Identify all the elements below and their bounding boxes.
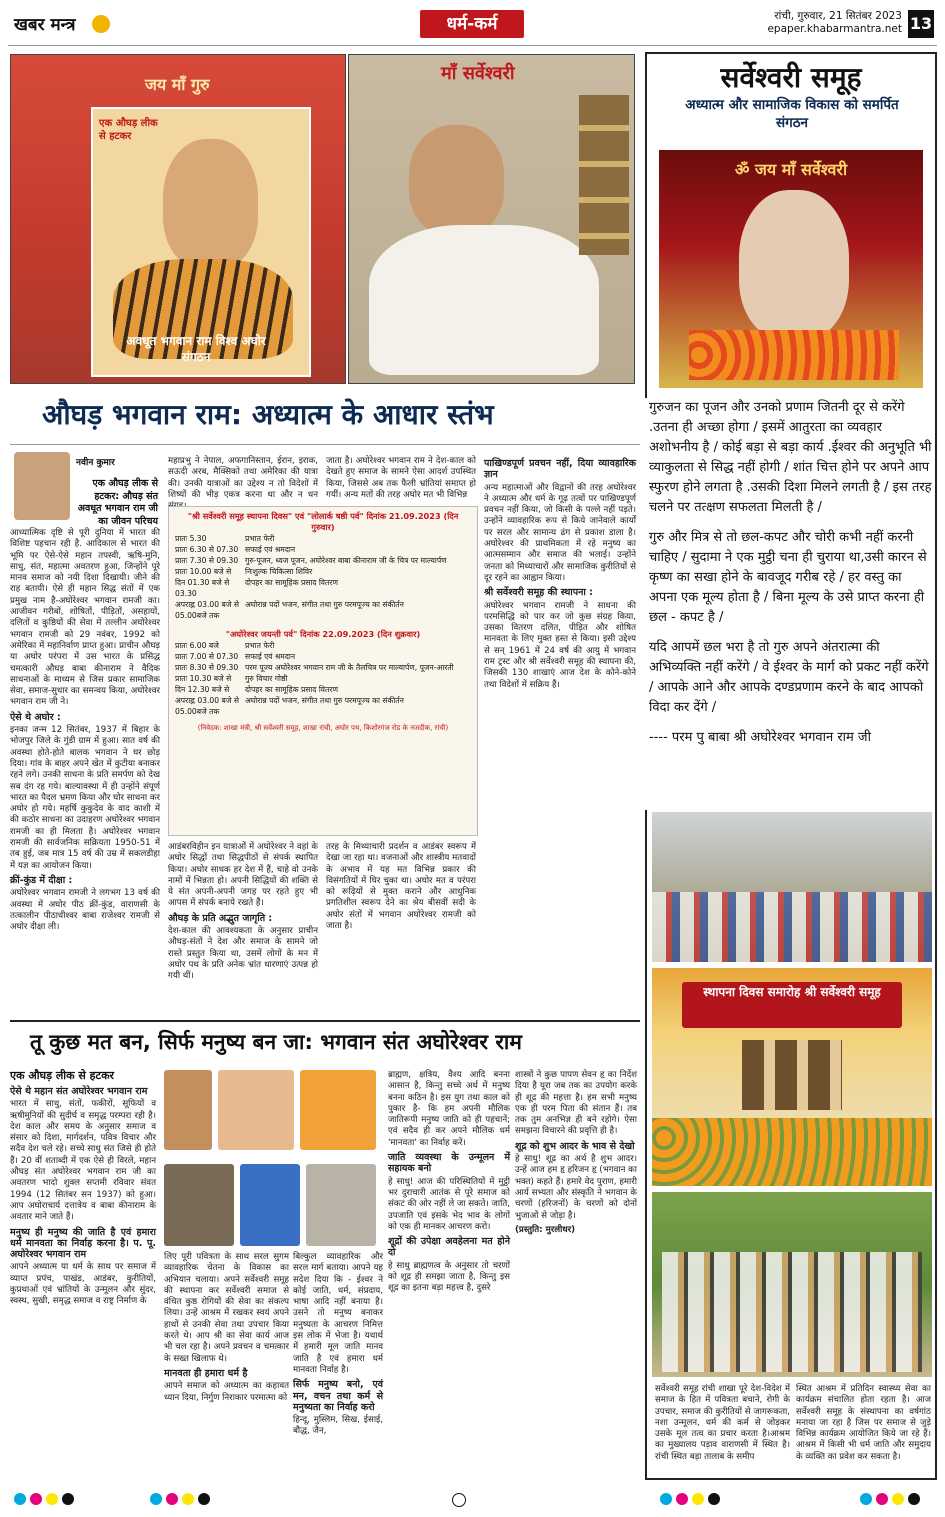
section-badge: धर्म-कर्म <box>420 10 524 38</box>
dateline <box>740 10 902 36</box>
print-mark <box>908 1493 920 1505</box>
program-row <box>175 555 471 566</box>
program-event: प्रभात फेरी <box>245 534 275 543</box>
program-event: गुरु-पूजन, ध्वज पूजन, अघोरेश्वर बाबा कीनाराम जी के चित्र पर माल्यार्पण <box>245 556 447 565</box>
article2-col3-text: बिल्कुल व्यावहारिक और सरल मार्ग बताया। आपने यह सदेश दिया कि - ईश्वर ने कोई जाति, धर्म, संप्रदाय, भाषा आदि नहीं बनाया है। उसने तो मनुष्य बनाकर मनुष्यता के आचरण निमित्त इस लोक में भेजा है। यथार्थ में हमारी मूल जाति मानव जाति है एवं हमारा धर्म मानवता निर्वाह है। <box>293 1252 383 1375</box>
article1-column-4 <box>484 456 636 1014</box>
date: रांची, गुरुवार, 21 सितंबर 2023 <box>774 10 902 22</box>
program-row <box>175 566 471 577</box>
program-time: प्रातः 5.30 <box>175 534 207 543</box>
sidebar-title: सर्वेश्वरी समूह <box>720 61 862 94</box>
brand-logo: खबर मन्त्र <box>14 15 76 35</box>
article2-signature: (प्रस्तुति: मुरलीधर) <box>515 1224 576 1235</box>
article1-subhead-3: औघड़ के प्रति अद्भुत जागृति : <box>168 912 273 924</box>
article2-headline: तू कुछ मत बन, सिर्फ मनुष्य बन जा: भगवान संत अघोरेश्वर राम <box>30 1030 522 1054</box>
section-divider <box>10 1020 640 1022</box>
portrait-6 <box>306 1164 376 1246</box>
article2-subhead-1: ऐसे थे महान संत अघोरेश्वर भगवान राम <box>10 1086 148 1097</box>
print-mark <box>660 1493 672 1505</box>
people-group <box>662 1252 922 1372</box>
article2-col1b-text: आपने अध्यात्म या धर्म के साथ पर समाज में व्याप्त प्रपंच, पाखंड, आडंबर, कुरीतियों, कुप्रथाओं एवं भ्रांतियों के उन्मूलन और सुंदर, स्वस्थ, सुखी, समृद्ध समाज व राष्ट्र निर्माण के <box>10 1262 156 1307</box>
article1-col1c-text: अघोरेश्वर भगवान रामजी ने लगभग 13 वर्ष की अवस्था में अघोर पीठ क्रीं-कुंड, वाराणसी के तत्कालीन पीठाधीश्वर बाबा राजेश्वर रामजी से अघोर दीक्षा ली। <box>10 888 160 933</box>
article2-subhead-7: शूद्र को शुभ आदर के भाव से देखो <box>515 1140 635 1152</box>
program-row <box>175 533 471 544</box>
article2-col4-text: ब्राह्मण, क्षत्रिय, वैश्य आदि बनना आसान है, किन्तु सच्चे अर्थ में मनुष्य बनना कठिन है। इस युग तथा काल को पुकार है- कि हम अपनी मौलिक जातिरूपी मनुष्य जाति को ही पहचानें; एवं सदैव ही कर अपने मौलिक धर्म 'मानवता' का निर्वाह करें। <box>388 1070 510 1148</box>
print-mark <box>182 1493 194 1505</box>
article1-col4b-text: अघोरेश्वर भगवान रामजी ने साधना की परमसिद्धि को पार कर जो कुछ संग्रह किया, उसका वितरण दलित, पीड़ित और शोषित मानवता के लिए मुक्त हस्त से किया। इसी उद्देश्य से सन् 1961 में 24 वर्ष की आयु में भगवान राम ट्रस्ट और श्री सर्वेश्वरी समूह की स्थापना की, जिसकी 130 शाखाएं आज देश के कोने-कोने तथा विदेशों में सक्रिय हैं। <box>484 600 636 690</box>
program-time: प्रातः 7.00 से 07.30 <box>175 652 239 661</box>
print-mark <box>30 1493 42 1505</box>
program-event: सफाई एवं श्रमदान <box>245 652 296 661</box>
program-row <box>175 599 471 621</box>
quote-author: ---- परम पु बाबा श्री अघोरेश्वर भगवान राम जी <box>649 730 871 745</box>
program-time: प्रातः 7.30 से 09.30 <box>175 556 239 565</box>
article1-col4a-text: अन्य महात्माओं और विद्वानों की तरह अघोरेश्वर ने अध्यात्म और धर्म के गूढ़ तत्वों पर पाखिण्डपूर्ण प्रवचन नहीं किया, जो किसी के पल्ले नहीं पड़ते। उन्होंने व्यावहारिक रूप से किये जानेवाले कार्यों पर सरल और सामान्य ढंग से प्रकाश डाला है। अघोरेश्वर की प्राथमिकता में रहे मनुष्य का आत्मसम्मान और समाज की भलाई। उन्होंने जनता को मिथ्याचारों और सामाजिक कुरीतियों से दूर रहने का आह्वान किया। <box>484 482 636 583</box>
article2-col2-text: लिए पूरी पवित्रता के साथ सरल सुगम व्यावहारिक चेतना के विकास का अभियान चलाया। अपने सर्वेश्वरी समूह की स्थापना कर सर्वेश्वरी समाज से वंचित कुष्ठ रोगियों की सेवा का संकल्प लिया। उन्हें आश्रम में रखकर स्वयं अपने हाथों से उनकी सेवा तथा उपचार किया करते थे। आप श्री का सेवा कार्य आज भी चल रहा है। अपने प्रवचन व चमत्कार के सख्त खिलाफ थे। <box>164 1252 289 1364</box>
print-mark <box>892 1493 904 1505</box>
article1-headline: औघड़ भगवान राम: अध्यात्म के आधार स्तंभ <box>42 398 494 431</box>
program-note: (निवेदक: शाखा मंत्री, श्री सर्वेश्वरी समूह, शाखा रांची, अघोर पथ, किशोरगंज रोड के नजदीक, रांची) <box>197 724 449 732</box>
shrine-label: ॐ जय माँ सर्वेश्वरी <box>734 160 848 179</box>
photo-maa-sarveshwari <box>348 54 635 384</box>
photo-avadhoot-with-tiger <box>10 54 346 384</box>
article1-column-3-bottom: तरह के मिथ्याचारी प्रदर्शन व आडंबर स्वरूप में देखा जा रहा था। वजनाओं और शास्त्रीय मतवादों के अभाव में यह मत विभिन्न प्रकार की विसंगतियों में घिर चुका था। अघोर मत व परंपरा को रूढ़ियों से मुक्त कराने और आधुनिक प्रगतिशील स्वरूप देने का श्रेय बीसवीं सदी के अघोर संतों में भगवान अघोरेश्वर रामजी को जाता है। <box>326 842 476 932</box>
article1-intro: एक औघड़ लीक से हटकर: औघड़ संत अवधूत भगवान राम जी का जीवन परिचय <box>77 478 158 527</box>
portrait-5 <box>240 1164 300 1246</box>
photo-inset-text: एक औघड़ लीक से हटकर <box>99 118 158 142</box>
article2-col3b-text: हिन्दू, मुस्लिम, सिख, ईसाई, बौद्ध, जैन, <box>293 1415 383 1437</box>
program-row <box>175 673 471 684</box>
print-mark <box>46 1493 58 1505</box>
stage-banner: स्थापना दिवस समारोह श्री सर्वेश्वरी समूह <box>682 982 902 1028</box>
program-row <box>175 640 471 651</box>
program-row <box>175 577 471 599</box>
print-mark <box>198 1493 210 1505</box>
quote-paragraph-2: गुरु और मित्र से तो छल-कपट और चोरी कभी नहीं करनी चाहिए / सुदामा ने एक मुट्ठी चना ही चुराया था,उसी कारन से कृष्ण का सखा होने के बावजूद गरीब रहे / हर वस्तु का अपना एक मूल्य होता है / बिना मूल्य के उसे प्राप्त करना ही छल - कपट है / <box>649 530 927 625</box>
photo-label: माँ सर्वेश्वरी <box>441 63 515 84</box>
program-time: अपराह्न 03.00 बजे से 05.00बजे तक <box>175 696 239 716</box>
website: epaper.khabarmantra.net <box>767 23 902 35</box>
article1-column-3-top: जाता है। अघोरेश्वर भगवान राम ने देश-काल को देखते हुए समाज के सामने ऐसा आदर्श उपस्थित किया, जिससे अब तक फैली भ्रांतियां समाप्त हो गयीं। अन्य मतों की तरह अघोर मत भी विभिन्न <box>326 456 476 500</box>
article2-col5-text: शास्त्रों ने कुछ पापण सेवन हृ का निर्देश दिया है यूरा जब तक का उपयोग करके ही शूद्र की महत्ता है। हम सभी मनुष्य एक ही परम पिता की संतान हैं। तब तक तुम अनभिज्ञ ही बने रहोगे। ऐसा समझना विचारने की प्रवृत्ति ही है। <box>515 1070 637 1137</box>
article1-subhead-4: श्री सर्वेश्वरी समूह की स्थापना : <box>484 587 593 599</box>
sidebar-caption-right: स्थित आश्रम में प्रतिदिन स्वास्थ्य सेवा का कार्यक्रम संचालित होता रहता है। आज सर्वेश्वरी समूह के संस्थापना का वर्षगांठ मनाया जा रहा है जिस पर समाज से जुड़े विभिन्न कार्यक्रम आयोजित किये जा रहे हैं। आश्रम में किसी भी धर्म जाति और समुदाय के व्यक्ति का प्रवेश कर सकता है। <box>796 1384 931 1462</box>
article2-subhead-3: मानवता ही हमारा धर्म है <box>164 1367 248 1379</box>
program-row <box>175 684 471 695</box>
program-time: प्रातः 10.00 बजे से <box>175 567 232 576</box>
program-time: प्रातः 6.00 बजे <box>175 641 219 650</box>
article2-subhead-6: शूद्रों की उपेक्षा अवहेलना मत होने दो <box>388 1236 510 1259</box>
program-event: दोपहर का सामूहिक प्रसाद वितरण <box>245 578 338 587</box>
author-photo <box>14 452 70 520</box>
print-mark <box>876 1493 888 1505</box>
article1-col1b-text: इनका जन्म 12 सितंबर, 1937 में बिहार के भोजपुर जिले के गुंडी ग्राम में हुआ। सात वर्ष की अवस्था होते-होते बालक भगवान ने घर छोड़ दिया। गांव के बाहर अपने खेत में कुटीया बनाकर रहने लगे। उनकी साधना के प्रति समर्पण को देख सब दंग रह गये। बाल्यावस्था में ही उन्होंने संपूर्ण भारत का पैदल भ्रमण किया और घोर साधना कर अघोर हो गये। महर्षि कुकुदेव के वाद काशी में की कठोर साधना का उदाहरण अघोरेश्वर भगवान रामजी का ही मिलता है। अघोरेश्वर भगवान रामजी की सार्वजनिक सक्रियता 1950-51 में तब हुई, जब मात्र 15 वर्ष की उम्र में सकलडीहा में यज्ञ का आयोजन किया। <box>10 725 160 871</box>
article1-byline: नवीन कुमार <box>76 458 115 468</box>
program-title-2: "अघोरेश्वर जयन्ती पर्व" दिनांक 22.09.2023 (दिन शुक्रवार) <box>225 629 421 639</box>
photo-deity-shrine <box>659 150 923 388</box>
article1-subhead-1: ऐसे थे अघोर : <box>10 711 61 723</box>
program-event: निःशुल्क चिकित्सा शिविर <box>245 567 313 576</box>
article2-col4c-text: हे साधु ब्राह्मणत्व के अनुसार तो चरणों को शूद्र ही समझा जाता है, किन्तु इस शूद्र का इतना बड़ा महत्त्व है, दुसरे <box>388 1260 510 1294</box>
article2-column-5 <box>515 1070 637 1476</box>
brand-logo-icon <box>92 15 110 33</box>
print-mark <box>166 1493 178 1505</box>
program-time: दिन 12.30 बजे से <box>175 685 230 694</box>
article2-column-3 <box>293 1252 383 1476</box>
portrait-2 <box>218 1070 294 1150</box>
program-event: प्रभात फेरी <box>245 641 275 650</box>
flower-decoration <box>652 1118 932 1186</box>
article2-column-1 <box>10 1084 156 1476</box>
article1-divider <box>10 444 640 445</box>
quote-paragraph-1: गुरुजन का पूजन और उनको प्रणाम जितनी दूर से करेंगे .उतना ही अच्छा होगा / इसमें आतुरता का व्यवहार अशोभनीय है / कोई बड़ा से बड़ा कार्य .ईश्वर की अनुभूति भी व्याकुलता से सिद्ध नहीं होगी / शांत चित्त होने पर अपने आप स्फुरण होने लगता है .उसकी दिशा मिलने लगती है / इस तरह चलने पर तत्क्षण सफलता मिलती है / <box>649 400 932 515</box>
photo-foundation-day-stage <box>652 968 932 1186</box>
article2-col2b-text: आपने समाज को अध्यात्म का कहावत ध्यान दिया, निर्गुण निराकार परमात्मा को <box>164 1381 289 1403</box>
article1-column-1 <box>10 528 160 1014</box>
program-row <box>175 695 471 717</box>
article1-col2b-text: आडंबरविहीन इन यात्राओं में अघोरेश्वर ने वहां के अघोर सिद्धों तथा सिद्धपीठों से संपर्क स्थापित किया। अघोर साधक हर देश में हैं, चाहे वो उनके नामों में भिन्नता हो। अपनी सिद्धियों की शक्ति से ये संत अपनी-अपनी जगह पर रहते हुए भी आपस में संपर्क बनाये रखते हैं। <box>168 842 318 909</box>
photo-hall-gathering <box>652 812 932 962</box>
portrait-4 <box>164 1164 234 1246</box>
article2-kicker: एक औघड़ लीक से हटकर <box>10 1069 115 1082</box>
wall-pictures <box>579 95 629 255</box>
program-title-1: "श्री सर्वेश्वरी समूह स्थापना दिवस" एवं "लोलार्क षष्ठी पर्व" दिनांक 21.09.2023 (दिन गुरुवार) <box>187 511 459 532</box>
program-row <box>175 544 471 555</box>
flower-garland <box>689 330 899 380</box>
article1-column-2-bottom <box>168 842 318 1014</box>
photo-label: जय माँ गुरु <box>145 75 210 94</box>
print-mark <box>676 1493 688 1505</box>
registration-mark-icon <box>452 1493 466 1507</box>
article2-column-4 <box>388 1070 510 1476</box>
article1-col1-text: आध्यात्मिक दृष्टि से पूरी दुनिया में भारत की विशिष्ट पहचान रही है. आदिकाल से भारत की भूमि पर ऐसे-ऐसे महान तपस्वी, ऋषि-मुनि, साधु, संत, महात्मा अवतरण हुआ, जिन्होंने पूरे मानव समाज को नयी दिशा दिखायी। जीने की राह बतायी। ऐसे ही महान सिद्ध संतों में एक प्रमुख नाम है-अघोरेश्वर भगवान रामजी का। आजीवन गरीबों, शोषितों, पीड़ितों, असहायों, दलितों व कुष्ठियों की सेवा में तल्लीन अघोरेश्वर भगवान रामजी को 29 नवंबर, 1992 को अमेरिका में महानिर्वाण प्राप्त हुआ। प्राचीन औघड़ या अघोर परंपरा में उस भारत के प्रसिद्ध चमत्कारी औघड़ बाबा कीनाराम ने वैदिक साधनाओं के माध्यम से जिस प्रकार सामाजिक सेवा, समाज-सुधार का समन्वय किया, अघोरेश्वर भगवान राम जी ने। <box>10 528 160 708</box>
seated-monk-body <box>369 225 599 375</box>
portrait-1 <box>164 1070 212 1150</box>
photo-caption: अवधूत भगवान राम विश्व अघोर संगठन <box>126 334 266 364</box>
article2-subhead-2: मनुष्य ही मनुष्य की जाति है एवं हमारा धर्म मानवता का निर्वाह करना है। प. पू. अघोरेश्वर भगवान राम <box>10 1226 156 1261</box>
program-time: अपराह्न 03.00 बजे से 05.00बजे तक <box>175 600 239 620</box>
program-event: गुरु विचार गोष्ठी <box>245 674 288 683</box>
program-row <box>175 662 471 673</box>
article1-col4-title: पाखिण्डपूर्ण प्रवचन नहीं, दिया व्यावहारिक ज्ञान <box>484 458 636 481</box>
crowd <box>652 892 932 962</box>
portrait-3 <box>300 1070 376 1150</box>
program-event: परम पूज्य अघोरेश्वर भगवान राम जी के तैलचित्र पर माल्यार्पण, पूजन-आरती <box>245 663 454 672</box>
stage-portraits <box>742 1040 842 1110</box>
print-mark <box>62 1493 74 1505</box>
article1-col2c-text: देश-काल की आवश्यकता के अनुसार प्राचीन औघड़-संतों ने देश और समाज के सामने जो रास्ते प्रस्तुत किया था, उसमें लोगों के मन में अघोर पथ के प्रति अनेक भ्रांत धारणाएं उत्पन्न हो गयी थीं। <box>168 926 318 982</box>
article2-subhead-5: जाति व्यवस्था के उन्मूलन में सहायक बनो <box>388 1152 510 1175</box>
program-event: अघोरान्न पदों भजन, संगीत तथा गुरु परमपूज्य का संकीर्तन <box>245 696 404 705</box>
photo-tree-plantation <box>652 1192 932 1377</box>
print-mark <box>14 1493 26 1505</box>
print-mark <box>708 1493 720 1505</box>
program-row <box>175 651 471 662</box>
article2-col1-text: भारत में साधु, संतों, फकीरों, सूफियों व ऋषीमुनियों की सुदीर्घ व समृद्ध परम्परा रही है। देश काल और समय के अनुसार समाज व संसार को दिशा, मार्गदर्शन, पवित्र विचार और सदैव देश चले रहे। सच्चे साधु संत जिसे ही होते हैं। 20 वीं शताब्दी में एक ऐसे ही विरले, महान औघड़ संत अघोरेश्वर भगवान राम जी का अवतरण भादो शुक्ल सप्तमी रविवार संवत 1994 (12 सितंबर सन 1937) को हुआ। आप अघोराचार्य दत्तात्रेय व बाबा कीनाराम के अवतार माने जाते हैं। <box>10 1099 156 1223</box>
program-time: दिन 01.30 बजे से 03.30 <box>175 578 230 598</box>
article2-col5b-text: हे साधु! शूद्र का अर्थ है शुभ आदर। उन्हें आज हम हृ हरिजन हृ (भगवान का भक्त) कहते हैं। हमारे वेद पुराण, हमारी आर्य सभ्यता और संस्कृति ने भगवान के चरणों (हरिजनों) के चरणों को दोनों भुजाओं से जोड़ा है। <box>515 1154 637 1221</box>
sidebar-caption-left: सर्वेश्वरी समूह रांची शाखा पूरे देश-विदेश में समाज के हित में पवित्रता बचाने, रोगी के उपचार, समाज की कुरीतियों से जागरूकता, नशा उन्मूलन, धर्म की कर्म से जोड़कर उसके मूल तत्व का प्रचार करता है।आश्रम का मुख्यालय पड़ाव वाराणसी में स्थित है। रांची स्थित बड़ा तालाब के समीप <box>655 1384 790 1462</box>
print-mark <box>860 1493 872 1505</box>
article2-col4b-text: हे साधु! आज की परिस्थितियों में मुट्ठी भर दुराचारी आतंक से पूरे समाज को संकट की ओर नहीं ले जा सकते। जाति, उपजाति एवं इसके भेद भाव के लोगों को एक ही मानकर आचरण करो। <box>388 1176 511 1232</box>
seated-monk-head <box>409 125 504 235</box>
article1-column-2-top: महाप्रभु ने नेपाल, अफगानिस्तान, ईरान, इराक, सऊदी अरब, मैक्सिको तथा अमेरिका की यात्रा की। उनकी यात्राओं का उद्देश्य न तो विदेशों में शिष्यों की भीड़ एकत्र करना था और न धन <box>168 456 318 500</box>
guru-quote <box>645 398 935 810</box>
print-mark <box>150 1493 162 1505</box>
print-mark <box>692 1493 704 1505</box>
program-time: प्रातः 8.30 से 09.30 <box>175 663 239 672</box>
monk-figure <box>163 139 258 269</box>
page-number: 13 <box>908 10 934 38</box>
article1-subhead-2: क्रीं-कुंड में दीक्षा : <box>10 874 73 886</box>
article2-subhead-4: सिर्फ मनुष्य बनो, एवं मन, वचन तथा कर्म से मनुष्यता का निर्वाह करो <box>293 1379 383 1413</box>
program-event: अघोरान्न पदों भजन, संगीत तथा गुरु परमपूज्य का संकीर्तन <box>245 600 404 609</box>
deity-figure <box>739 190 849 340</box>
program-event: दोपहर का सामूहिक प्रसाद वितरण <box>245 685 338 694</box>
sidebar-subtitle: अध्यात्म और सामाजिक विकास को समर्पित संगठन <box>685 97 899 131</box>
program-schedule <box>168 506 478 836</box>
program-event: सफाई एवं श्रमदान <box>245 545 296 554</box>
program-time: प्रातः 6.30 से 07.30 <box>175 545 239 554</box>
article2-column-2 <box>164 1252 289 1476</box>
quote-paragraph-3: यदि आपमें छल भरा है तो गुरु अपने अंतरात्मा की अभिव्यक्ति नहीं करेंगे / वे ईश्वर के मार्ग को प्रकट नहीं करेंगे / आपके आने और आपके दण्डप्रणाम करने के बाद आपको विदा कर देंगे / <box>649 640 929 715</box>
program-time: प्रातः 10.30 बजे से <box>175 674 232 683</box>
